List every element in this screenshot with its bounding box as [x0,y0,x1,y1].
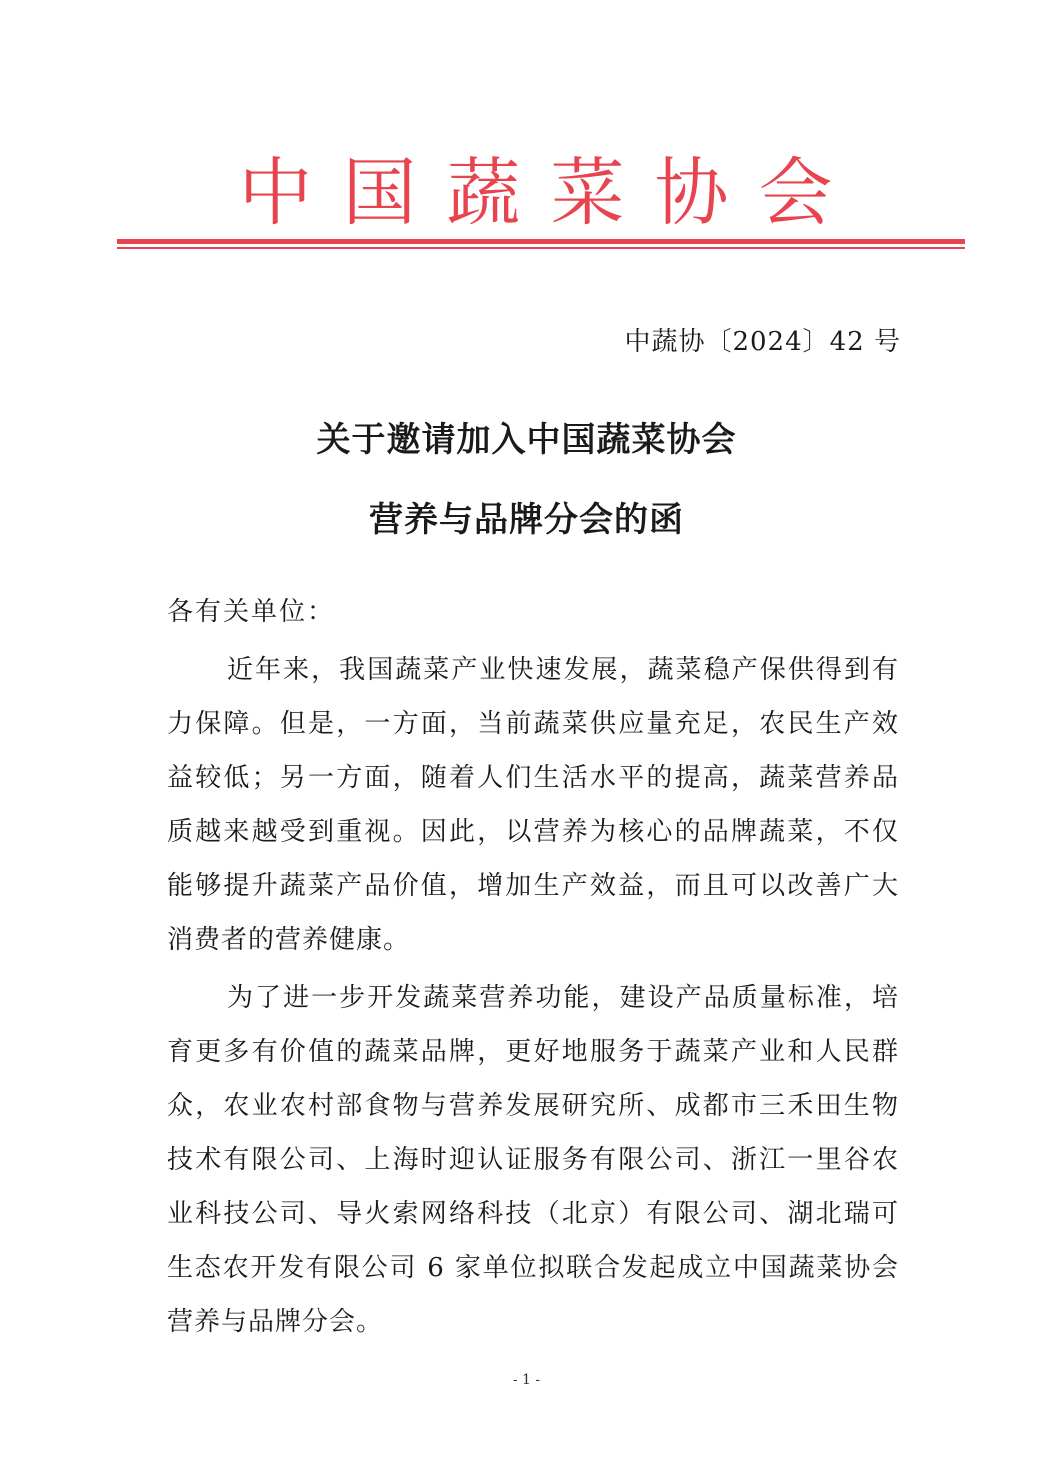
paragraph-2-line: 为了进一步开发蔬菜营养功能，建设产品质量标准，培 [227,983,899,1013]
paragraph-2-line: 生态农开发有限公司 6 家单位拟联合发起成立中国蔬菜协会 [167,1253,899,1283]
paragraph-1-line: 质越来越受到重视。因此，以营养为核心的品牌蔬菜，不仅 [167,817,899,847]
paragraph-1-line: 近年来，我国蔬菜产业快速发展，蔬菜稳产保供得到有 [227,655,899,685]
letterhead-rule-thin [117,247,965,249]
paragraph-1-line: 能够提升蔬菜产品价值，增加生产效益，而且可以改善广大 [167,871,899,901]
paragraph-1-line: 益较低；另一方面，随着人们生活水平的提高，蔬菜营养品 [167,763,899,793]
paragraph-2-line: 业科技公司、导火索网络科技（北京）有限公司、湖北瑞可 [167,1199,899,1229]
document-number: 中蔬协〔2024〕42 号 [624,327,901,357]
paragraph-2-line: 技术有限公司、上海时迎认证服务有限公司、浙江一里谷农 [167,1145,899,1175]
salutation: 各有关单位： [167,597,336,627]
paragraph-2-line: 育更多有价值的蔬菜品牌，更好地服务于蔬菜产业和人民群 [167,1037,899,1067]
paragraph-1-line: 力保障。但是，一方面，当前蔬菜供应量充足，农民生产效 [167,709,899,739]
document-title-line-2: 营养与品牌分会的函 [369,500,684,540]
page-number: - 1 - [512,1372,541,1388]
letterhead-rule-thick [117,239,965,244]
paragraph-2-line: 众，农业农村部食物与营养发展研究所、成都市三禾田生物 [167,1091,899,1121]
document-title-line-1: 关于邀请加入中国蔬菜协会 [316,420,737,460]
letterhead-title: 中国蔬菜协会 [238,150,863,236]
paragraph-1-line: 消费者的营养健康。 [167,925,411,955]
paragraph-2-line: 营养与品牌分会。 [167,1307,384,1337]
